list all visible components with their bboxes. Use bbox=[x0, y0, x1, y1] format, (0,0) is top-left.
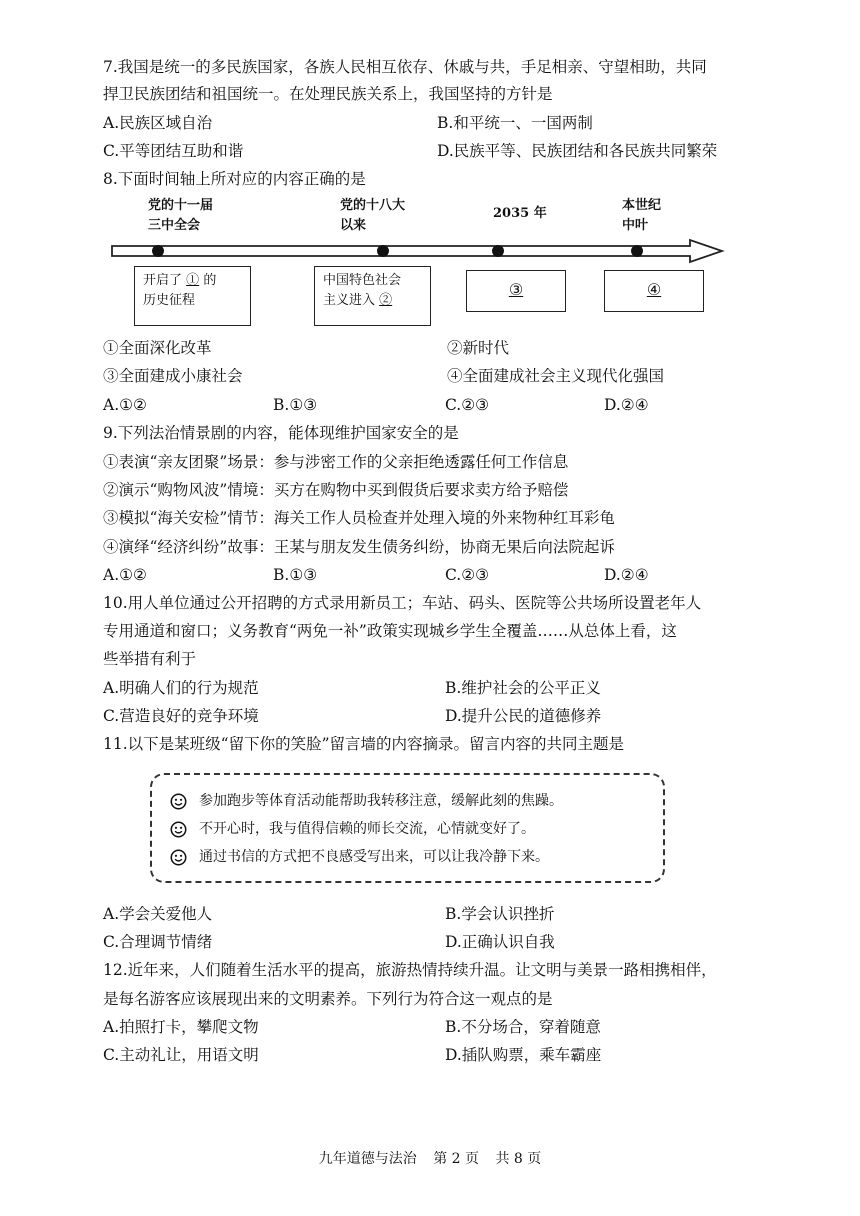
q10-option-d: D.提升公民的道德修养 bbox=[445, 707, 602, 725]
timeline-label-2: 党的十八大 以来 bbox=[340, 198, 406, 233]
q8-item-4: ④全面建成社会主义现代化强国 bbox=[447, 367, 665, 385]
q8-option-c: C.②③ bbox=[445, 396, 490, 414]
q9-item-2: ②演示“购物风波”情境：买方在购物中买到假货后要求卖方给予赔偿 bbox=[103, 481, 569, 499]
q12-stem-line2: 是每名游客应该展现出来的文明素养。下列行为符合这一观点的是 bbox=[103, 990, 553, 1008]
q9-item-3: ③模拟“海关安检”情节：海关工作人员检查并处理入境的外来物种红耳彩龟 bbox=[103, 509, 615, 527]
q12-option-a: A.拍照打卡，攀爬文物 bbox=[103, 1018, 259, 1036]
message-row bbox=[170, 815, 645, 843]
page-footer bbox=[0, 1148, 860, 1168]
q7-option-c: C.平等团结互助和谐 bbox=[103, 142, 244, 160]
q12-option-d: D.插队购票，乘车霸座 bbox=[445, 1046, 602, 1064]
smiley-icon bbox=[170, 821, 187, 838]
message-text: 通过书信的方式把不良感受写出来，可以让我冷静下来。 bbox=[199, 849, 549, 865]
q10-stem-line3: 些举措有利于 bbox=[103, 650, 197, 668]
q11-option-c: C.合理调节情绪 bbox=[103, 933, 213, 951]
timeline-label-4: 本世纪 中叶 bbox=[622, 198, 662, 233]
q9-item-1: ①表演“亲友团聚”场景：参与涉密工作的父亲拒绝透露任何工作信息 bbox=[103, 453, 569, 471]
q8-option-b: B.①③ bbox=[273, 396, 318, 414]
q10-option-c: C.营造良好的竞争环境 bbox=[103, 707, 259, 725]
q8-item-1: ①全面深化改革 bbox=[103, 339, 212, 357]
q12-option-c: C.主动礼让，用语文明 bbox=[103, 1046, 259, 1064]
smiley-icon bbox=[170, 849, 187, 866]
message-text: 参加跑步等体育活动能帮助我转移注意，缓解此刻的焦躁。 bbox=[199, 793, 563, 809]
timeline-label-3: 2035 年 bbox=[493, 206, 547, 221]
q11-option-b: B.学会认识挫折 bbox=[445, 905, 555, 923]
q7-stem-line1: 7.我国是统一的多民族国家，各族人民相互依存、休戚与共，手足相亲、守望相助，共同 bbox=[103, 58, 707, 76]
timeline-box-4: ④ bbox=[604, 270, 704, 312]
timeline-box-2: 中国特色社会 主义进入 ② bbox=[314, 266, 431, 326]
q10-stem-line1: 10.用人单位通过公开招聘的方式录用新员工；车站、码头、医院等公共场所设置老年人 bbox=[103, 594, 702, 612]
timeline-label-1: 党的十一届 三中全会 bbox=[148, 198, 214, 233]
q12-stem-line1: 12.近年来，人们随着生活水平的提高，旅游热情持续升温。让文明与美景一路相携相伴， bbox=[103, 961, 717, 979]
footer-page-number: 第 2 页 bbox=[433, 1151, 479, 1167]
q11-option-a: A.学会关爱他人 bbox=[103, 905, 213, 923]
q9-option-b: B.①③ bbox=[273, 566, 318, 584]
q7-stem-line2: 捍卫民族团结和祖国统一。在处理民族关系上，我国坚持的方针是 bbox=[103, 85, 553, 103]
message-row bbox=[170, 843, 645, 871]
q12-option-b: B.不分场合，穿着随意 bbox=[445, 1018, 601, 1036]
timeline-figure bbox=[110, 196, 730, 336]
message-wall-box bbox=[150, 773, 665, 883]
q9-option-d: D.②④ bbox=[604, 566, 649, 584]
smiley-icon bbox=[170, 793, 187, 810]
q8-option-a: A.①② bbox=[103, 396, 147, 414]
message-row bbox=[170, 787, 645, 815]
timeline-box-1: 开启了 ① 的 历史征程 bbox=[134, 266, 251, 326]
q10-option-b: B.维护社会的公平正义 bbox=[445, 679, 601, 697]
q9-item-4: ④演绎“经济纠纷”故事：王某与朋友发生债务纠纷，协商无果后向法院起诉 bbox=[103, 538, 615, 556]
q10-option-a: A.明确人们的行为规范 bbox=[103, 679, 259, 697]
footer-subject: 九年道德与法治 bbox=[318, 1151, 417, 1167]
q8-stem: 8.下面时间轴上所对应的内容正确的是 bbox=[103, 170, 366, 188]
q8-item-2: ②新时代 bbox=[447, 339, 510, 357]
message-text: 不开心时，我与值得信赖的师长交流，心情就变好了。 bbox=[199, 821, 535, 837]
q10-stem-line2: 专用通道和窗口；义务教育“两免一补”政策实现城乡学生全覆盖……从总体上看，这 bbox=[103, 622, 677, 640]
timeline-axis bbox=[110, 238, 730, 264]
q7-option-b: B.和平统一、一国两制 bbox=[437, 114, 593, 132]
q7-option-d: D.民族平等、民族团结和各民族共同繁荣 bbox=[437, 142, 718, 160]
timeline-box-3: ③ bbox=[466, 270, 566, 312]
q8-item-3: ③全面建成小康社会 bbox=[103, 367, 243, 385]
q11-option-d: D.正确认识自我 bbox=[445, 933, 555, 951]
q11-stem: 11.以下是某班级“留下你的笑脸”留言墙的内容摘录。留言内容的共同主题是 bbox=[103, 735, 625, 753]
q9-option-a: A.①② bbox=[103, 566, 147, 584]
q8-option-d: D.②④ bbox=[604, 396, 649, 414]
footer-total-pages: 共 8 页 bbox=[495, 1151, 542, 1167]
q9-stem: 9.下列法治情景剧的内容，能体现维护国家安全的是 bbox=[103, 424, 459, 442]
q7-option-a: A.民族区域自治 bbox=[103, 114, 213, 132]
q9-option-c: C.②③ bbox=[445, 566, 490, 584]
